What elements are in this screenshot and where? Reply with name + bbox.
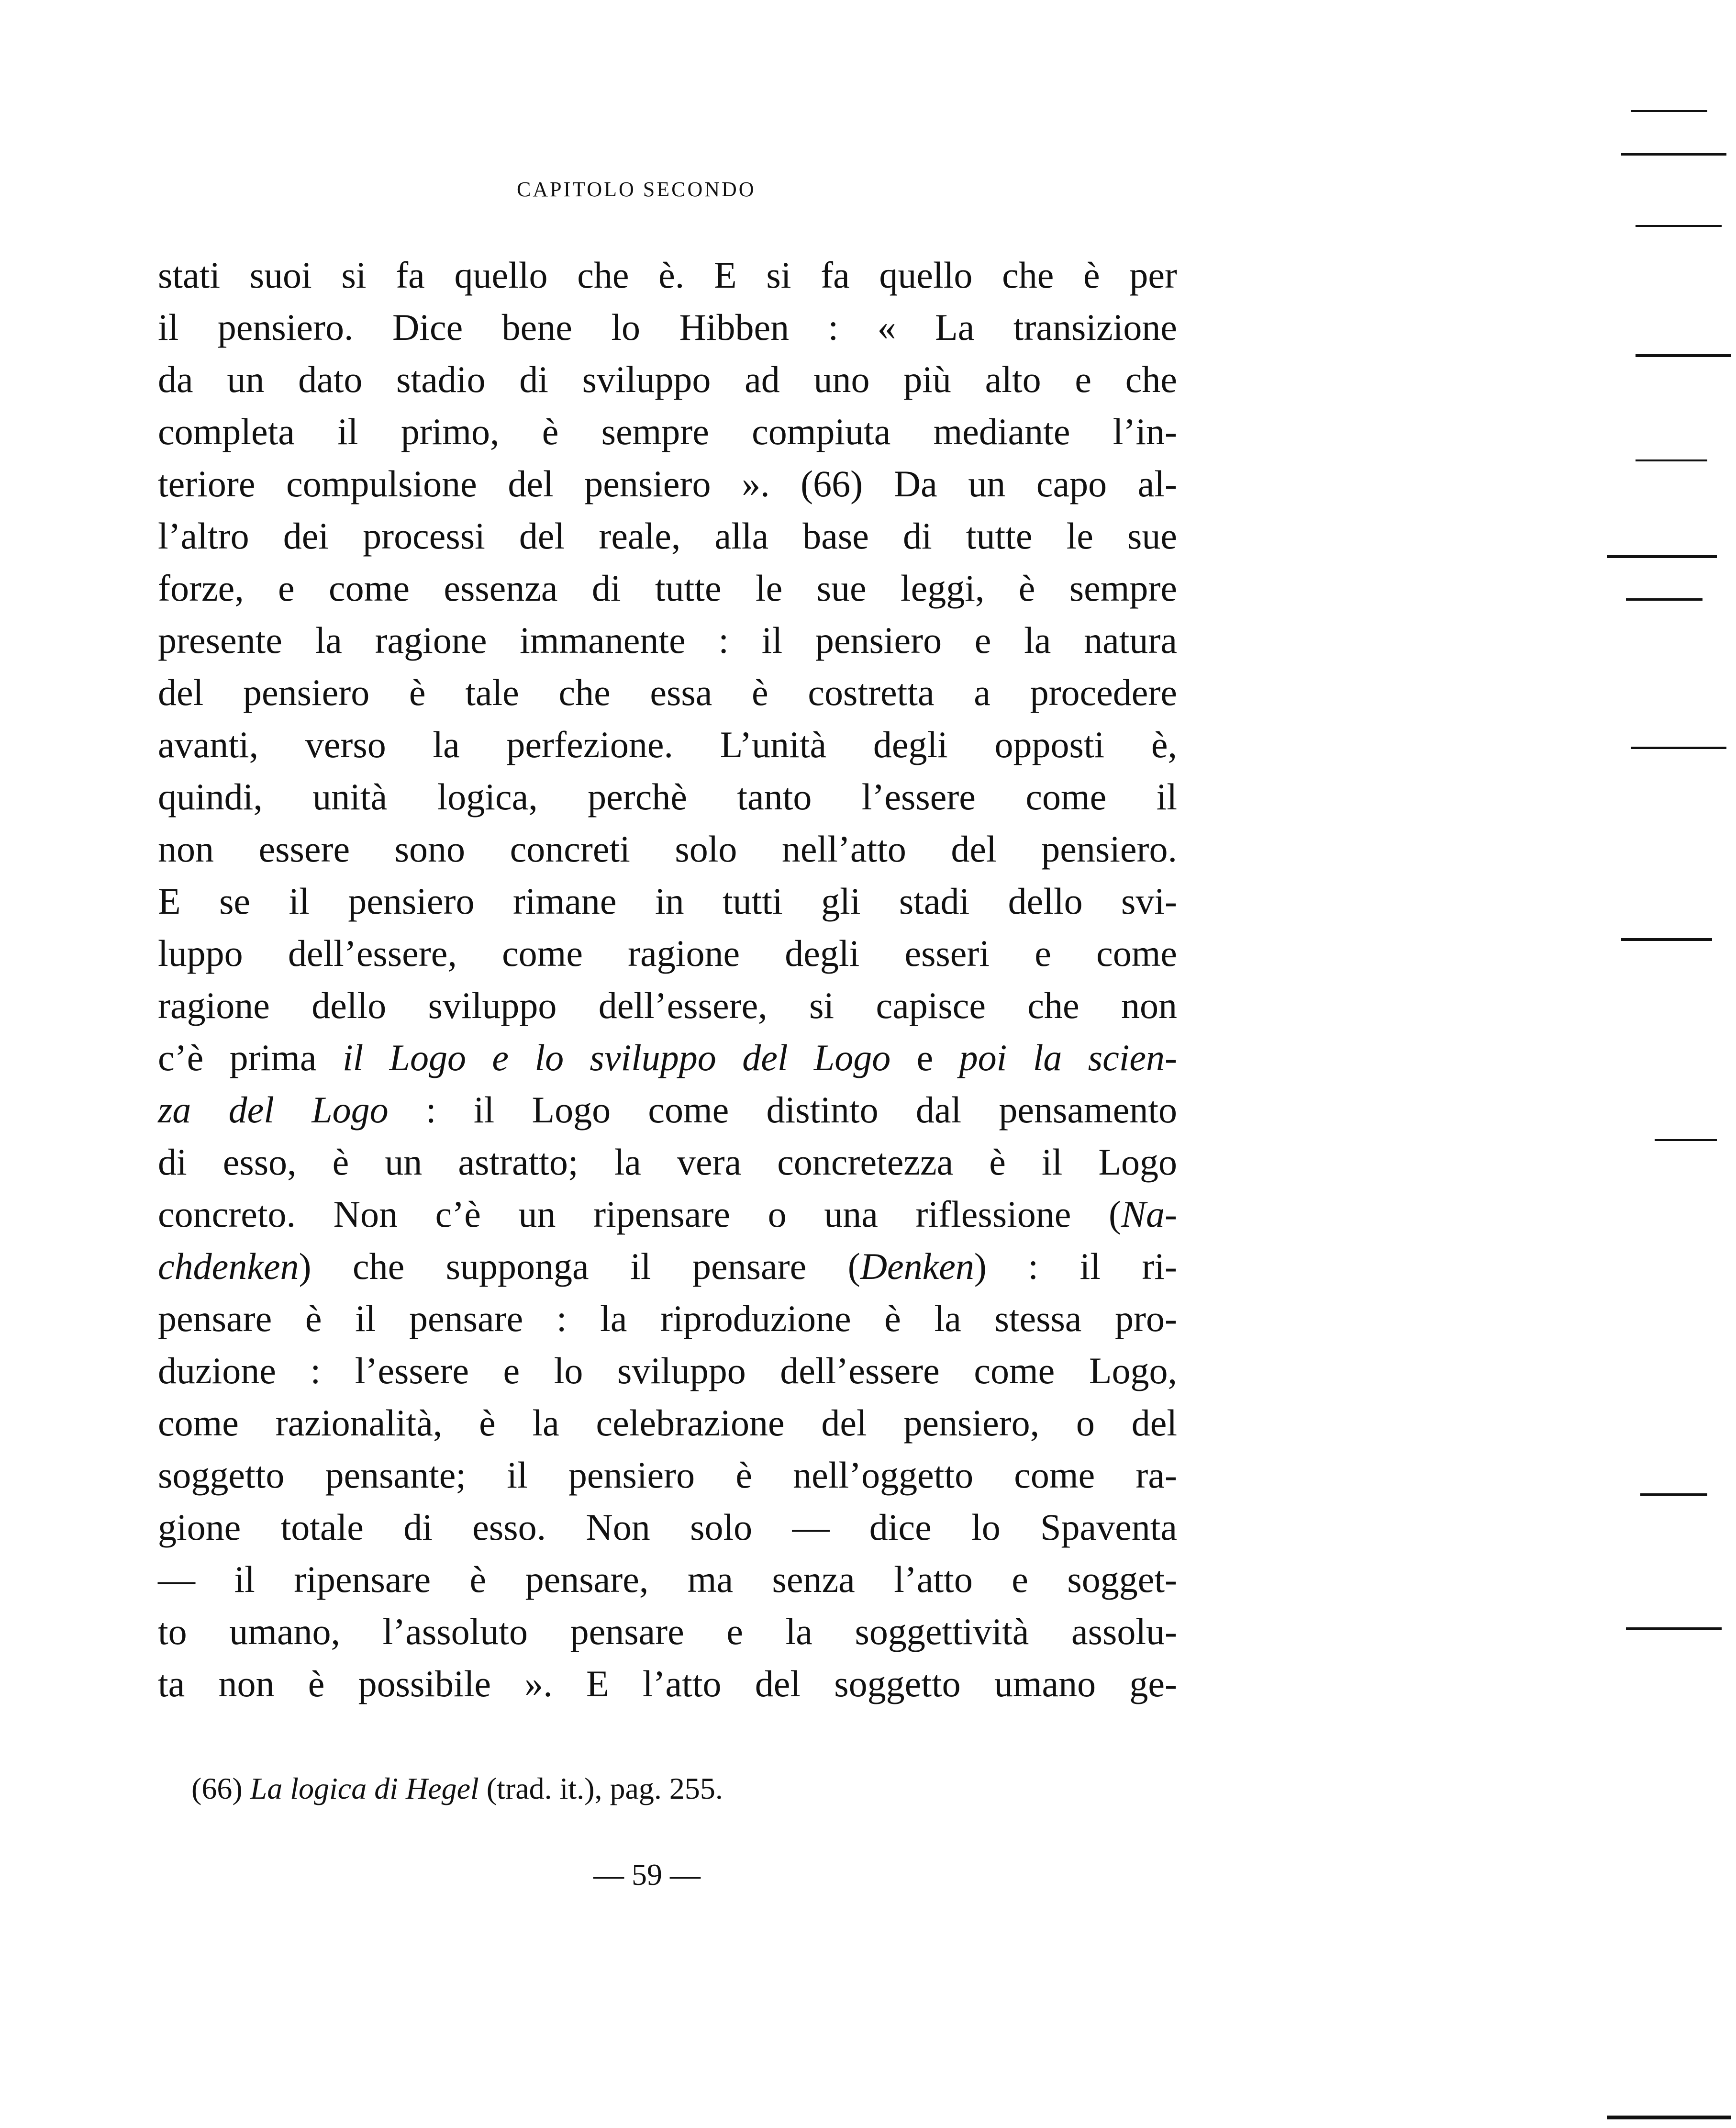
italic-phrase: il Logo e lo sviluppo del Logo xyxy=(342,1037,891,1078)
running-head: CAPITOLO SECONDO xyxy=(517,178,756,201)
italic-phrase: za del Logo xyxy=(158,1089,389,1131)
text-line: pensare è il pensare : la riproduzione è la stessa pro- xyxy=(158,1298,1177,1339)
text-line: E se il pensiero rimane in tutti gli stadi dello svi- xyxy=(158,880,1177,922)
text-line: luppo dell’essere, come ragione degli esseri e come xyxy=(158,932,1177,974)
text-line: completa il primo, è sempre compiuta mediante l’in- xyxy=(158,411,1177,452)
footnote-title: La logica di Hegel xyxy=(250,1771,479,1805)
text-line: quindi, unità logica, perchè tanto l’essere come il xyxy=(158,776,1177,818)
text-line: duzione : l’essere e lo sviluppo dell’essere come Logo, xyxy=(158,1350,1177,1391)
italic-phrase: Na- xyxy=(1121,1193,1177,1235)
text-segment: ) : il ri- xyxy=(974,1245,1177,1287)
text-line: da un dato stadio di sviluppo ad uno più alto e che xyxy=(158,358,1177,400)
page-number: — 59 — xyxy=(593,1858,701,1892)
text-line: soggetto pensante; il pensiero è nell’oggetto come ra- xyxy=(158,1454,1177,1496)
text-line: — il ripensare è pensare, ma senza l’atto e sogget- xyxy=(158,1558,1177,1600)
text-line: come razionalità, è la celebrazione del pensiero, o del xyxy=(158,1402,1177,1444)
text-line: l’altro dei processi del reale, alla base di tutte le sue xyxy=(158,515,1177,557)
text-line: stati suoi si fa quello che è. E si fa quello che è per xyxy=(158,254,1177,296)
text-segment: e xyxy=(890,1037,959,1078)
text-line: il pensiero. Dice bene lo Hibben : « La transizione xyxy=(158,306,1177,348)
text-line xyxy=(158,1188,1177,1240)
italic-phrase: Denken xyxy=(860,1245,974,1287)
footnote xyxy=(191,1771,723,1806)
text-line xyxy=(158,1031,1177,1084)
text-line: to umano, l’assoluto pensare e la soggettività assolu- xyxy=(158,1611,1177,1652)
text-line: del pensiero è tale che essa è costretta a procedere xyxy=(158,672,1177,713)
scan-edge-debris xyxy=(1592,0,1736,2128)
italic-phrase: poi la scien- xyxy=(959,1037,1178,1078)
body-text xyxy=(158,249,1177,1710)
italic-phrase: chdenken xyxy=(158,1245,299,1287)
text-line: non essere sono concreti solo nell’atto del pensiero. xyxy=(158,828,1177,870)
text-line: ta non è possibile ». E l’atto del soggetto umano ge- xyxy=(158,1663,1177,1704)
text-line: avanti, verso la perfezione. L’unità degli opposti è, xyxy=(158,724,1177,765)
footnote-rest: (trad. it.), pag. 255. xyxy=(486,1771,723,1805)
footnote-number: (66) xyxy=(191,1771,243,1805)
text-line: gione totale di esso. Non solo — dice lo Spaventa xyxy=(158,1506,1177,1548)
text-line xyxy=(158,1240,1177,1292)
text-segment: concreto. Non c’è un ripensare o una riflessione ( xyxy=(158,1193,1121,1235)
text-segment: ) che supponga il pensare ( xyxy=(299,1245,860,1287)
text-line xyxy=(158,1084,1177,1136)
text-line: ragione dello sviluppo dell’essere, si capisce che non xyxy=(158,985,1177,1026)
text-line: di esso, è un astratto; la vera concretezza è il Logo xyxy=(158,1141,1177,1183)
text-line: teriore compulsione del pensiero ». (66) Da un capo al- xyxy=(158,463,1177,504)
text-line: presente la ragione immanente : il pensiero e la natura xyxy=(158,619,1177,661)
text-segment: c’è prima xyxy=(158,1037,343,1078)
text-segment: : il Logo come distinto dal pensamento xyxy=(388,1089,1177,1131)
text-line: forze, e come essenza di tutte le sue leggi, è sempre xyxy=(158,567,1177,609)
